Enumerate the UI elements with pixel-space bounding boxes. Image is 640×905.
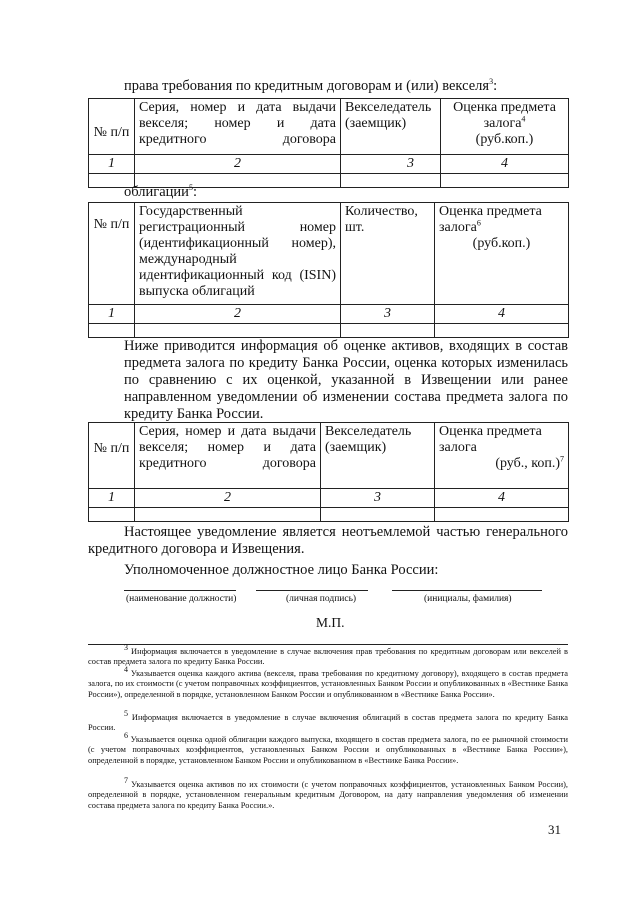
index-cell: 4 [441, 155, 569, 174]
index-cell: 2 [135, 305, 341, 324]
header-reg-number: Государственный регистрационный номер (идентификационный номер), международный идентификационный код (ISIN) выпуска облигаций [135, 203, 341, 305]
index-cell: 3 [321, 489, 435, 508]
index-cell: 4 [435, 305, 569, 324]
signature-line-name [392, 590, 542, 591]
index-cell: 3 [341, 305, 435, 324]
table-empty-row [89, 508, 569, 522]
footnote: $^4$ Указывается оценка каждого актива (векселя, права требования по кредитному договору), входящего в состав предмета залога, по их стоимости (с учетом поправочных коэффициентов, установленных Банком России и опубликованных в «Вестнике Банка России»), определенной в порядке, установленном Банком России и опубликованном в «Вестнике Банка России». [88, 665, 569, 699]
index-cell: 1 [89, 305, 135, 324]
table-header-row [89, 203, 569, 305]
footnote: $^5$ Информация включается в уведомление в случае включения облигаций в состав предмета залога по кредиту Банка России. [88, 709, 569, 733]
paragraph-valuation-changes: Ниже приводится информация об оценке активов, входящих в состав предмета залога по кредиту Банка России, оценка которых изменилась по сравнению с их оценкой, указанной в Извещении или ранее направленном уведомлении об изменении состава предмета залога по кредиту Банка России. [124, 338, 568, 422]
table-index-row [89, 155, 569, 174]
header-num: № п/п [89, 203, 135, 305]
table-bills-claims [88, 98, 569, 188]
signature-line-sign [256, 590, 368, 591]
table-bonds [88, 202, 569, 338]
stamp-place: М.П. [316, 615, 345, 630]
header-num: № п/п [89, 99, 135, 155]
table-header-row [89, 423, 569, 489]
signature-line-position [124, 590, 236, 591]
footnote-rule [88, 644, 568, 645]
header-series: Серия, номер и дата выдачи векселя; номер и дата кредитного договора [135, 423, 321, 489]
header-series: Серия, номер и дата выдачи векселя; номер и дата кредитного договора [135, 99, 341, 155]
signature-label-name: (инициалы, фамилия) [424, 594, 512, 604]
signature-label-sign: (личная подпись) [286, 594, 357, 604]
authorized-person-label: Уполномоченное должностное лицо Банка России: [124, 562, 439, 578]
index-cell: 1 [89, 489, 135, 508]
footnote: $^7$ Указывается оценка активов по их стоимости (с учетом поправочных коэффициентов, установленных Банком России), определенной в порядке, установленном генеральным кредитным Договором, на дату направления уведомления об изменении состава предмета залога по кредиту Банка России.». [88, 776, 569, 810]
index-cell: 1 [89, 155, 135, 174]
section1-caption: права требования по кредитным договорам и (или) векселя$^3$: [124, 77, 498, 94]
index-cell: 4 [435, 489, 569, 508]
page-number: 31 [548, 822, 561, 837]
footnote: $^6$ Указывается оценка одной облигации каждого выпуска, входящего в состав предмета залога, по ее рыночной стоимости (с учетом поправочных коэффициентов, установленных Банком России и опубликованных в «Вестнике Банка России»), определенной в порядке, установленном Банком России и опубликованном в «Вестнике Банка России». [88, 731, 568, 765]
section2-caption: облигации$^5$: [124, 183, 197, 200]
index-cell: 2 [135, 489, 321, 508]
header-valuation: Оценка предмета залога (руб., коп.)$^7$ [435, 423, 569, 489]
table-valuation-changes [88, 422, 569, 522]
index-cell: 2 [135, 155, 341, 174]
index-cell: 3 [341, 155, 441, 174]
header-valuation: Оценка предмета залога$^4$ (руб.коп.) [441, 99, 569, 155]
header-drawer: Векселедатель (заемщик) [341, 99, 441, 155]
header-num: № п/п [89, 423, 135, 489]
header-quantity: Количество, шт. [341, 203, 435, 305]
header-drawer: Векселедатель (заемщик) [321, 423, 435, 489]
header-valuation: Оценка предмета залога$^6$ (руб.коп.) [435, 203, 569, 305]
table-index-row [89, 489, 569, 508]
table-empty-row [89, 324, 569, 338]
table-index-row [89, 305, 569, 324]
table-header-row [89, 99, 569, 155]
footnote: $^3$ Информация включается в уведомление в случае включения прав требования по кредитным договорам или векселей в состав предмета залога по кредиту Банка России. [88, 643, 568, 667]
paragraph-integral-part: Настоящее уведомление является неотъемлемой частью генерального кредитного договора и Извещения. [88, 524, 568, 557]
signature-label-position: (наименование должности) [126, 594, 237, 604]
